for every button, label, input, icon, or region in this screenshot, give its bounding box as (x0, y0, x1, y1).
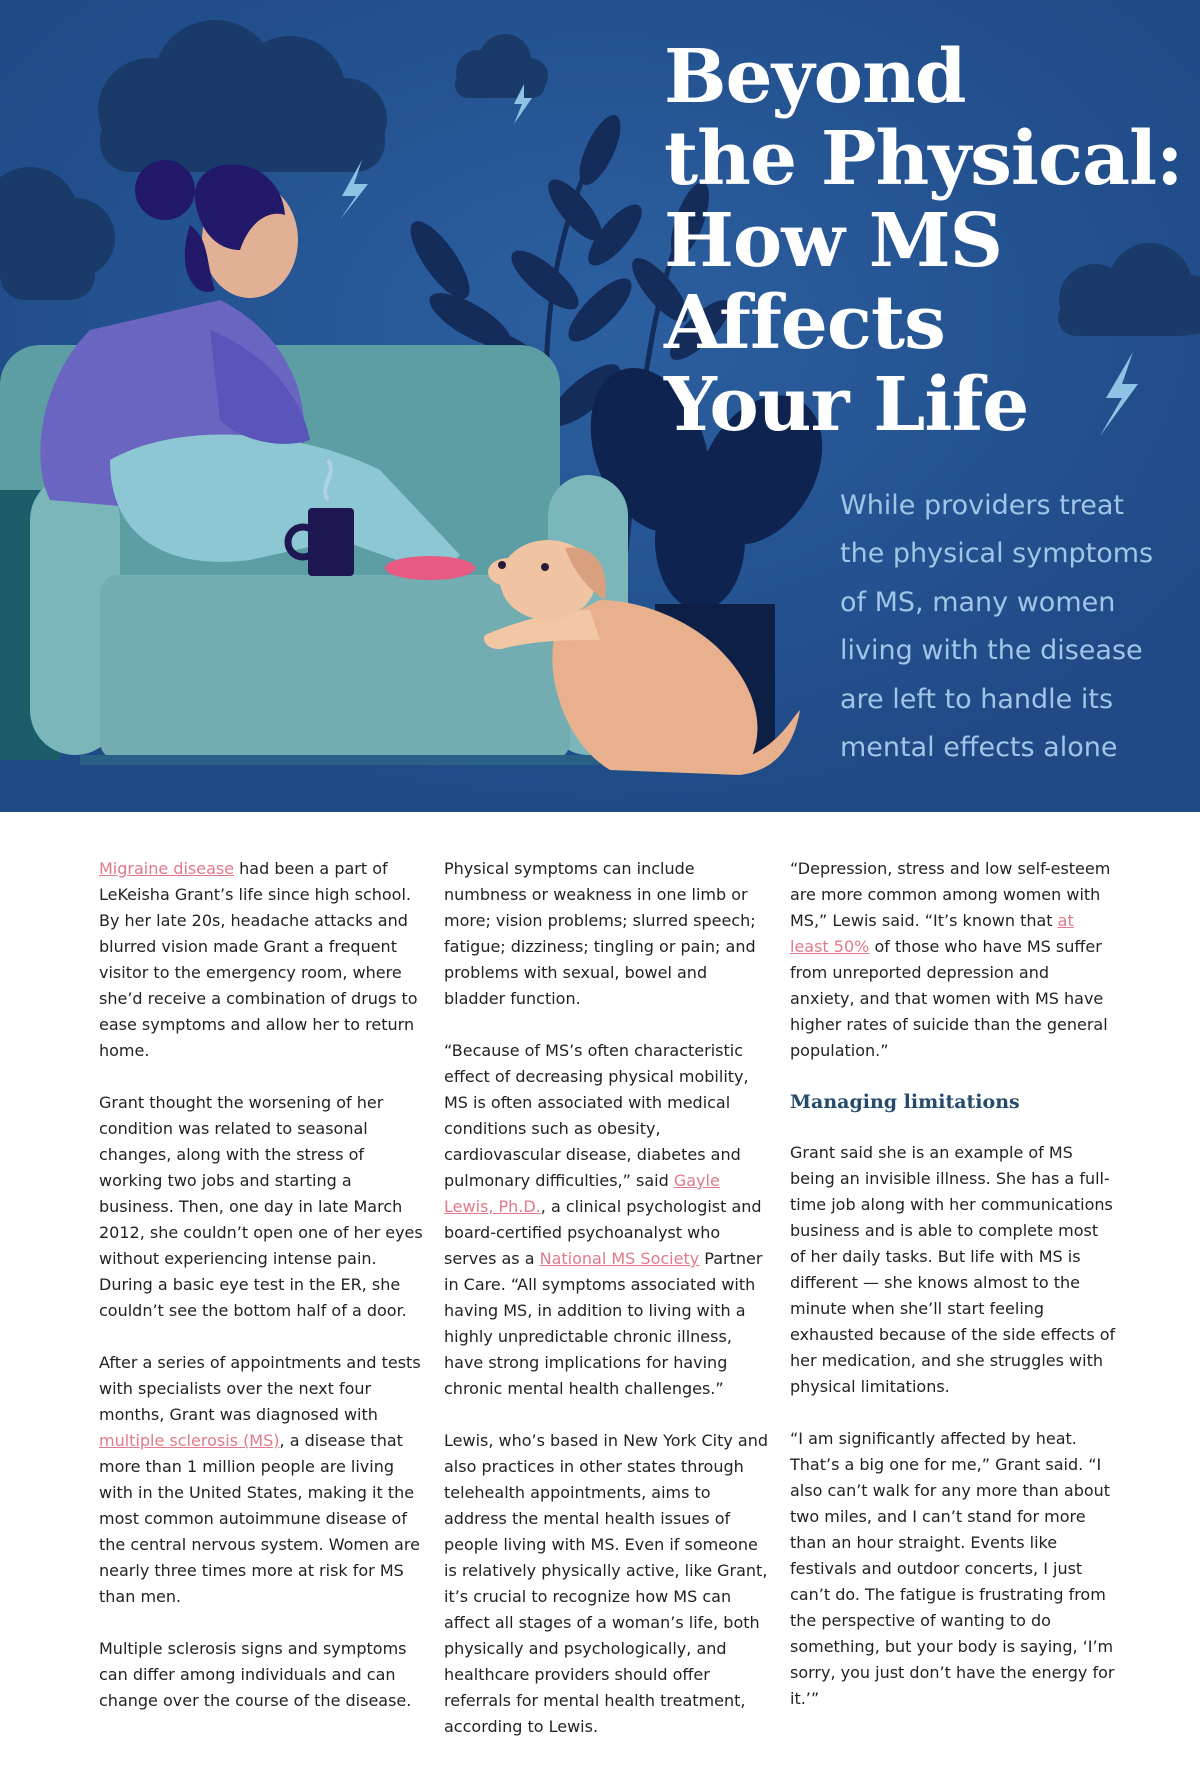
column-1 (99, 856, 425, 1740)
migraine-disease-link[interactable]: Migraine disease (99, 859, 235, 878)
at-least-50-link[interactable]: at least 50% (790, 911, 1074, 956)
paragraph: Grant thought the worsening of her condition was related to seasonal changes, along with the stress of working two jobs and starting a business. Then, one day in late March 2012, she couldn’t open one of her eyes without experiencing intense pain. During a basic eye test in the ER, she couldn’t see the bottom half of a door. (99, 1093, 423, 1320)
hero-banner (0, 0, 1200, 812)
paragraph-text: Partner in Care. “All symptoms associated with having MS, in addition to living with a highly unpredictable chronic illness, have strong implications for having chronic mental health challenges.” (444, 1249, 763, 1398)
paragraph-text: had been a part of LeKeisha Grant’s life since high school. By her late 20s, headache attacks and blurred vision made Grant a frequent visitor to the emergency room, where she’d receive a combination of drugs to ease symptoms and allow her to return home. (99, 859, 418, 1060)
paragraph: Multiple sclerosis signs and symptoms can differ among individuals and can change over the course of the disease. (99, 1639, 412, 1710)
paragraph (444, 1038, 770, 1402)
national-ms-society-link[interactable]: National MS Society (539, 1249, 700, 1268)
section-heading: Managing limitations (790, 1091, 1020, 1113)
paragraph-text: , a disease that more than 1 million people are living with in the United States, making it the most common autoimmune disease of the central nervous system. Women are nearly three times more at risk for MS than men. (99, 1431, 420, 1606)
paragraph (790, 856, 1116, 1064)
paragraph (99, 1350, 425, 1610)
column-3 (790, 856, 1116, 1738)
gayle-lewis-link[interactable]: Gayle Lewis, Ph.D. (444, 1171, 720, 1216)
paragraph-text: “Depression, stress and low self-esteem are more common among women with MS,” Lewis said. “It’s known that (790, 859, 1111, 930)
paragraph-text: “Because of MS’s often characteristic effect of decreasing physical mobility, MS is often associated with medical conditions such as obesity, cardiovascular disease, diabetes and pulmonary difficulties,” said (444, 1041, 749, 1190)
paragraph: Grant said she is an example of MS being an invisible illness. She has a full-time job along with her communications business and is able to complete most of her daily tasks. But life with MS is different — she knows almost to the minute when she’ll start feeling exhausted because of the side effects of her medication, and she struggles with physical limitations. (790, 1143, 1116, 1396)
paragraph-text: , a clinical psychologist and board-certified psychoanalyst who serves as a (444, 1197, 762, 1268)
paragraph: Lewis, who’s based in New York City and also practices in other states through telehealth appointments, aims to address the mental health issues of people living with MS. Even if someone is relatively physically active, like Grant, it’s crucial to recognize how MS can affect all stages of a woman’s life, both physically and psychologically, and healthcare providers should offer referrals for mental health treatment, according to Lewis. (444, 1431, 768, 1736)
paragraph: “I am significantly affected by heat. That’s a big one for me,” Grant said. “I also can’t walk for any more than about two miles, and I can’t stand for more than an hour straight. Events like festivals and outdoor concerts, I just can’t do. The fatigue is frustrating from the perspective of wanting to do something, but your body is saying, ‘I’m sorry, you just don’t have the energy for it.’” (790, 1429, 1115, 1708)
paragraph-text: After a series of appointments and tests with specialists over the next four months, Grant was diagnosed with (99, 1353, 421, 1424)
multiple-sclerosis-link[interactable]: multiple sclerosis (MS) (99, 1431, 280, 1450)
article-body (0, 812, 1200, 1737)
paragraph (99, 856, 425, 1064)
paragraph: Physical symptoms can include numbness or weakness in one limb or more; vision problems; slurred speech; fatigue; dizziness; tingling or pain; and problems with sexual, bowel and bladder function. (444, 859, 756, 1008)
article-subtitle: While providers treat the physical symptoms of MS, many women living with the disease are left to handle its mental effects alone (840, 490, 1154, 764)
paragraph-text: of those who have MS suffer from unreported depression and anxiety, and that women with MS have higher rates of suicide than the general population.” (790, 937, 1108, 1060)
article-title: Beyond the Physical: How MS Affects Your Life (664, 34, 1183, 448)
column-2 (444, 856, 770, 1766)
